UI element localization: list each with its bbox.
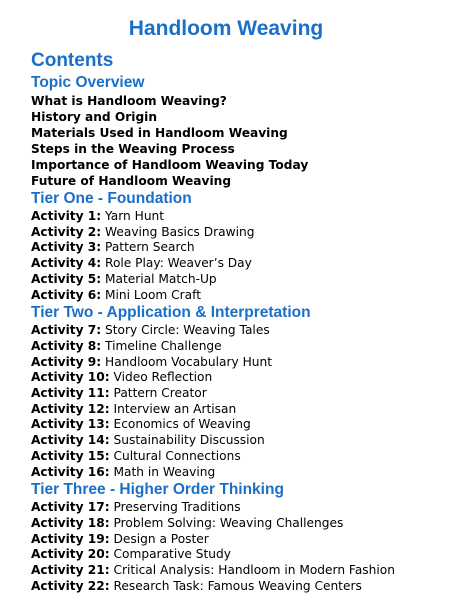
- topic-item[interactable]: Materials Used in Handloom Weaving: [31, 126, 288, 140]
- activity-number: Activity 14:: [31, 433, 110, 448]
- activity-item[interactable]: [31, 579, 452, 595]
- topic-item[interactable]: History and Origin: [31, 110, 158, 124]
- activity-number: Activity 22:: [31, 578, 110, 593]
- activity-name: Handloom Vocabulary Hunt: [101, 354, 272, 369]
- table-of-contents: [0, 43, 452, 594]
- activity-item[interactable]: [31, 433, 452, 449]
- activity-name: Weaving Basics Drawing: [101, 224, 255, 239]
- activity-item[interactable]: [31, 417, 452, 433]
- activity-item[interactable]: [31, 386, 452, 402]
- activity-number: Activity 2:: [31, 224, 102, 239]
- activity-name: Cultural Connections: [109, 448, 241, 463]
- topic-overview-list: [31, 93, 452, 189]
- activity-item[interactable]: [31, 563, 452, 579]
- activity-number: Activity 6:: [31, 287, 102, 302]
- activity-name: Economics of Weaving: [109, 417, 251, 432]
- activity-name: Comparative Study: [109, 547, 231, 562]
- activity-name: Sustainability Discussion: [109, 433, 265, 448]
- contents-heading: Contents: [31, 50, 114, 71]
- activity-number: Activity 18:: [31, 515, 110, 530]
- topic-item[interactable]: Steps in the Weaving Process: [31, 142, 235, 156]
- activity-item[interactable]: [31, 225, 452, 241]
- activity-name: Problem Solving: Weaving Challenges: [109, 515, 344, 530]
- activity-item[interactable]: [31, 516, 452, 532]
- activity-number: Activity 21:: [31, 563, 110, 578]
- activity-number: Activity 13:: [31, 417, 110, 432]
- activity-number: Activity 10:: [31, 370, 110, 385]
- activity-item[interactable]: [31, 465, 452, 481]
- tier-one-list: [31, 209, 452, 303]
- activity-item[interactable]: [31, 449, 452, 465]
- activity-name: Video Reflection: [109, 370, 213, 385]
- activity-name: Pattern Creator: [109, 386, 207, 401]
- activity-number: Activity 4:: [31, 256, 102, 271]
- activity-item[interactable]: [31, 339, 452, 355]
- activity-number: Activity 19:: [31, 531, 110, 546]
- activity-number: Activity 8:: [31, 338, 102, 353]
- activity-item[interactable]: [31, 547, 452, 563]
- activity-name: Research Task: Famous Weaving Centers: [109, 578, 362, 593]
- activity-item[interactable]: [31, 256, 452, 272]
- activity-item[interactable]: [31, 240, 452, 256]
- activity-number: Activity 1:: [31, 209, 102, 223]
- activity-item[interactable]: [31, 532, 452, 548]
- activity-number: Activity 15:: [31, 448, 110, 463]
- activity-name: Pattern Search: [101, 240, 195, 255]
- tier-one-heading[interactable]: Tier One - Foundation: [31, 190, 192, 207]
- topic-item[interactable]: Importance of Handloom Weaving Today: [31, 158, 309, 172]
- activity-number: Activity 17:: [31, 500, 110, 515]
- activity-name: Story Circle: Weaving Tales: [101, 323, 270, 338]
- activity-name: Interview an Artisan: [109, 401, 237, 416]
- topic-item[interactable]: What is Handloom Weaving?: [31, 94, 227, 108]
- activity-number: Activity 3:: [31, 240, 102, 255]
- activity-name: Critical Analysis: Handloom in Modern Fashion: [109, 563, 395, 578]
- activity-item[interactable]: [31, 209, 452, 225]
- activity-number: Activity 7:: [31, 323, 102, 338]
- activity-name: Preserving Traditions: [109, 500, 241, 515]
- activity-name: Material Match-Up: [101, 271, 217, 286]
- activity-name: Timeline Challenge: [101, 338, 222, 353]
- activity-number: Activity 20:: [31, 547, 110, 562]
- activity-number: Activity 5:: [31, 271, 102, 286]
- activity-name: Yarn Hunt: [101, 209, 165, 223]
- activity-item[interactable]: [31, 288, 452, 304]
- tier-three-heading[interactable]: Tier Three - Higher Order Thinking: [31, 481, 284, 499]
- document-title: Handloom Weaving: [128, 17, 324, 40]
- topic-item[interactable]: Future of Handloom Weaving: [31, 174, 232, 188]
- activity-number: Activity 16:: [31, 464, 110, 479]
- tier-two-list: [31, 323, 452, 480]
- activity-name: Design a Poster: [109, 531, 209, 546]
- tier-two-heading[interactable]: Tier Two - Application & Interpretation: [31, 304, 311, 322]
- activity-item[interactable]: [31, 370, 452, 386]
- activity-name: Math in Weaving: [109, 464, 216, 479]
- topic-overview-heading[interactable]: Topic Overview: [31, 74, 145, 91]
- activity-item[interactable]: [31, 355, 452, 371]
- activity-item[interactable]: [31, 402, 452, 418]
- activity-number: Activity 9:: [31, 354, 102, 369]
- activity-number: Activity 12:: [31, 401, 110, 416]
- activity-name: Mini Loom Craft: [101, 287, 201, 302]
- tier-three-list: [31, 500, 452, 594]
- activity-number: Activity 11:: [31, 386, 110, 401]
- activity-item[interactable]: [31, 272, 452, 288]
- activity-item[interactable]: [31, 500, 452, 516]
- activity-item[interactable]: [31, 323, 452, 339]
- activity-name: Role Play: Weaver’s Day: [101, 256, 252, 271]
